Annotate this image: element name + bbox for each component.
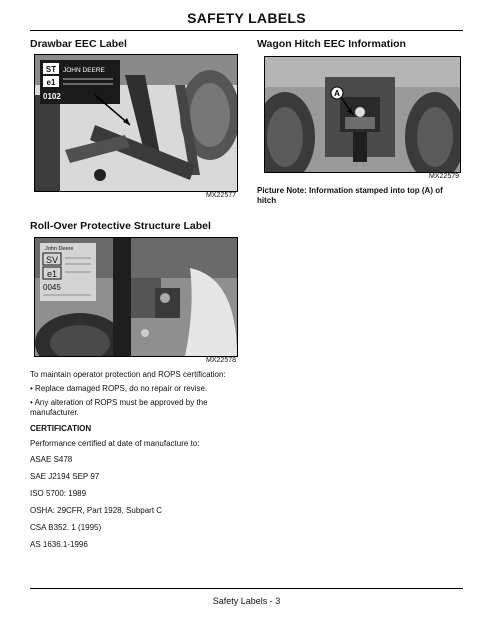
rops-intro: To maintain operator protection and ROPS certification: xyxy=(30,370,226,379)
rops-heading: Roll-Over Protective Structure Label xyxy=(30,220,211,232)
rops-bullet-1: • Replace damaged ROPS, do no repair or revise. xyxy=(30,384,208,393)
drawbar-label-brand: JOHN DEERE xyxy=(63,67,105,74)
footer-rule xyxy=(30,588,463,589)
standard-item: AS 1636.1-1996 xyxy=(30,540,88,549)
callout-a: A xyxy=(334,89,340,98)
drawbar-illustration xyxy=(35,55,237,191)
standard-item: CSA B352. 1 (1995) xyxy=(30,523,102,532)
rops-label-brand: John Deere xyxy=(45,246,74,252)
rops-figure-id: MX22578 xyxy=(206,357,236,364)
drawbar-figure xyxy=(34,54,238,192)
wagon-illustration xyxy=(265,57,460,172)
drawbar-label-number: 0102 xyxy=(43,92,61,101)
standard-item: OSHA: 29CFR, Part 1928, Subpart C xyxy=(30,506,163,515)
rops-illustration xyxy=(35,238,237,356)
drawbar-label-e1: e1 xyxy=(46,78,56,87)
standard-item: ASAE S478 xyxy=(30,455,73,464)
page-title: SAFETY LABELS xyxy=(187,10,306,26)
certification-heading: CERTIFICATION xyxy=(30,424,92,433)
wagon-heading: Wagon Hitch EEC Information xyxy=(257,38,406,50)
rops-label-number: 0045 xyxy=(43,283,61,292)
wagon-figure-id: MX22579 xyxy=(429,173,459,180)
rops-label-sv: SV xyxy=(45,255,59,265)
rops-bullet-2: • Any alteration of ROPS must be approved by the manufacturer. xyxy=(30,398,208,417)
drawbar-label-st: ST xyxy=(45,65,57,74)
standard-item: SAE J2194 SEP 97 xyxy=(30,472,100,481)
page-footer: Safety Labels - 3 xyxy=(212,596,281,606)
certification-intro: Performance certified at date of manufacture to: xyxy=(30,439,200,448)
rops-label-e1: e1 xyxy=(46,269,58,279)
standard-item: ISO 5700: 1989 xyxy=(30,489,87,498)
rops-figure xyxy=(34,237,238,357)
header-rule xyxy=(30,30,463,31)
drawbar-heading: Drawbar EEC Label xyxy=(30,38,127,50)
wagon-picture-note: Picture Note: Information stamped into top (A) of hitch xyxy=(257,186,443,205)
drawbar-figure-id: MX22577 xyxy=(206,192,236,199)
wagon-figure xyxy=(264,56,461,173)
